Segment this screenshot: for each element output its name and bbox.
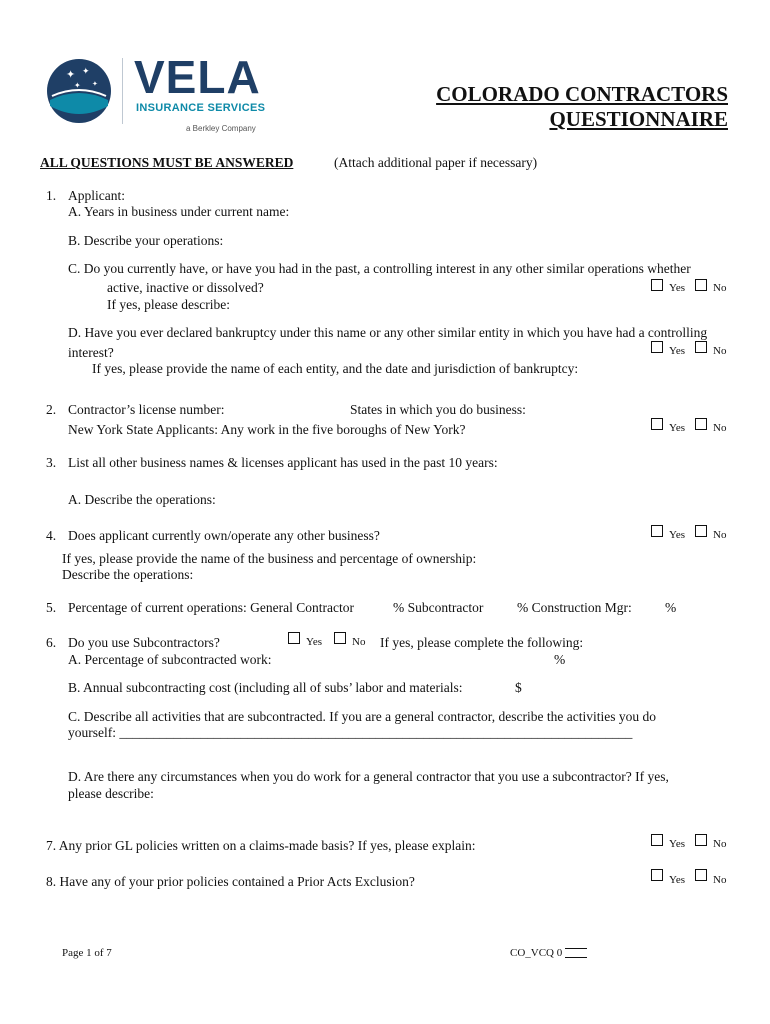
q8-text: 8. Have any of your prior policies contained a Prior Acts Exclusion? [46, 874, 415, 889]
footer-stamp-mark [565, 948, 587, 958]
q6c-line2: yourself: ____________________________________________________________________________ [68, 725, 633, 740]
q2-states: States in which you do business: [350, 402, 526, 417]
q6-text: Do you use Subcontractors? [68, 635, 220, 650]
q4-no-label: No [713, 529, 727, 541]
q1c-no-checkbox[interactable] [695, 279, 707, 291]
svg-text:✦: ✦ [66, 68, 76, 81]
q5-construction-mgr: % Construction Mgr: [517, 600, 632, 615]
page-title-line1: COLORADO CONTRACTORS [436, 82, 728, 106]
q4-number: 4. [46, 528, 57, 543]
q1a-years-in-business: A. Years in business under current name: [68, 204, 290, 219]
q4-describe-operations: Describe the operations: [62, 567, 194, 582]
q7-yes-label: Yes [669, 838, 686, 850]
q1d-no-checkbox[interactable] [695, 341, 707, 353]
q5-subcontractor: % Subcontractor [393, 600, 484, 615]
q6b-dollar: $ [515, 680, 522, 695]
q7-no-checkbox[interactable] [695, 834, 707, 846]
q7-no-label: No [713, 838, 727, 850]
q7-yes-checkbox[interactable] [651, 834, 663, 846]
q6c-line1: C. Describe all activities that are subcontracted. If you are a general contractor, describe the activities you do [68, 709, 656, 724]
q4-yes-checkbox[interactable] [651, 525, 663, 537]
q1d-no-label: No [713, 345, 727, 357]
q6b-annual-cost: B. Annual subcontracting cost (including all of subs’ labor and materials: [68, 680, 463, 695]
q1c-yes-label: Yes [669, 282, 686, 294]
q2-no-label: No [713, 422, 727, 434]
q6-if-yes: If yes, please complete the following: [380, 635, 584, 650]
q1d-line3: If yes, please provide the name of each entity, and the date and jurisdiction of bankruptcy: [92, 361, 579, 376]
q7-text: 7. Any prior GL policies written on a claims-made basis? If yes, please explain: [46, 838, 476, 853]
q4-no-checkbox[interactable] [695, 525, 707, 537]
q1b-describe-operations: B. Describe your operations: [68, 233, 224, 248]
q1d-yes-checkbox[interactable] [651, 341, 663, 353]
q1d-line2: interest? [68, 345, 114, 360]
q5-general-contractor: Percentage of current operations: General Contractor [68, 600, 354, 615]
q8-yes-label: Yes [669, 874, 686, 886]
q2-yes-checkbox[interactable] [651, 418, 663, 430]
footer-form-id: CO_VCQ 0 [510, 947, 563, 959]
logo-subtitle: INSURANCE SERVICES [136, 102, 266, 114]
q6-no-checkbox[interactable] [334, 632, 346, 644]
q1-number: 1. [46, 188, 57, 203]
logo-wordmark: VELA [134, 51, 261, 103]
vela-globe-icon [44, 56, 114, 126]
q1-label: Applicant: [68, 188, 125, 203]
q6-yes-label: Yes [306, 636, 323, 648]
q1c-line1: C. Do you currently have, or have you had in the past, a controlling interest in any other similar operations whether [68, 261, 691, 276]
q4-yes-label: Yes [669, 529, 686, 541]
q2-no-checkbox[interactable] [695, 418, 707, 430]
q1c-no-label: No [713, 282, 727, 294]
page-title-line2: QUESTIONNAIRE [549, 107, 728, 131]
q5-number: 5. [46, 600, 57, 615]
q6a-percentage-subcontracted: A. Percentage of subcontracted work: [68, 652, 272, 667]
q3-number: 3. [46, 455, 57, 470]
q6-no-label: No [352, 636, 366, 648]
q3-text: List all other business names & licenses applicant has used in the past 10 years: [68, 455, 498, 470]
svg-text:✦: ✦ [74, 81, 81, 90]
q3a-describe-operations: A. Describe the operations: [68, 492, 216, 507]
q1c-yes-checkbox[interactable] [651, 279, 663, 291]
must-answer-heading: ALL QUESTIONS MUST BE ANSWERED [40, 155, 294, 170]
q6-number: 6. [46, 635, 57, 650]
q4-text: Does applicant currently own/operate any other business? [68, 528, 380, 543]
q1c-line2: active, inactive or dissolved? [107, 280, 264, 295]
q2-yes-label: Yes [669, 422, 686, 434]
svg-text:✦: ✦ [82, 67, 90, 77]
logo-divider [122, 58, 123, 124]
logo-tagline: a Berkley Company [186, 124, 256, 133]
q2-number: 2. [46, 402, 57, 417]
q8-no-label: No [713, 874, 727, 886]
q2-new-york: New York State Applicants: Any work in the five boroughs of New York? [68, 422, 466, 437]
q1d-yes-label: Yes [669, 345, 686, 357]
q1c-line3: If yes, please describe: [107, 297, 230, 312]
q6d-line1: D. Are there any circumstances when you do work for a general contractor that you use a subcontractor? If yes, [68, 769, 669, 784]
q1d-line1: D. Have you ever declared bankruptcy under this name or any other similar entity in which you have had a controlling [68, 325, 708, 340]
q6-yes-checkbox[interactable] [288, 632, 300, 644]
q4-if-yes: If yes, please provide the name of the business and percentage of ownership: [62, 551, 477, 566]
footer-page-number: Page 1 of 7 [62, 947, 112, 959]
q8-no-checkbox[interactable] [695, 869, 707, 881]
company-logo [44, 51, 274, 136]
q6a-percent: % [554, 652, 566, 667]
svg-text:✦: ✦ [92, 80, 98, 88]
q6d-line2: please describe: [68, 786, 154, 801]
q2-license-number: Contractor’s license number: [68, 402, 225, 417]
attach-note: (Attach additional paper if necessary) [334, 155, 538, 170]
q5-percent: % [665, 600, 677, 615]
q8-yes-checkbox[interactable] [651, 869, 663, 881]
